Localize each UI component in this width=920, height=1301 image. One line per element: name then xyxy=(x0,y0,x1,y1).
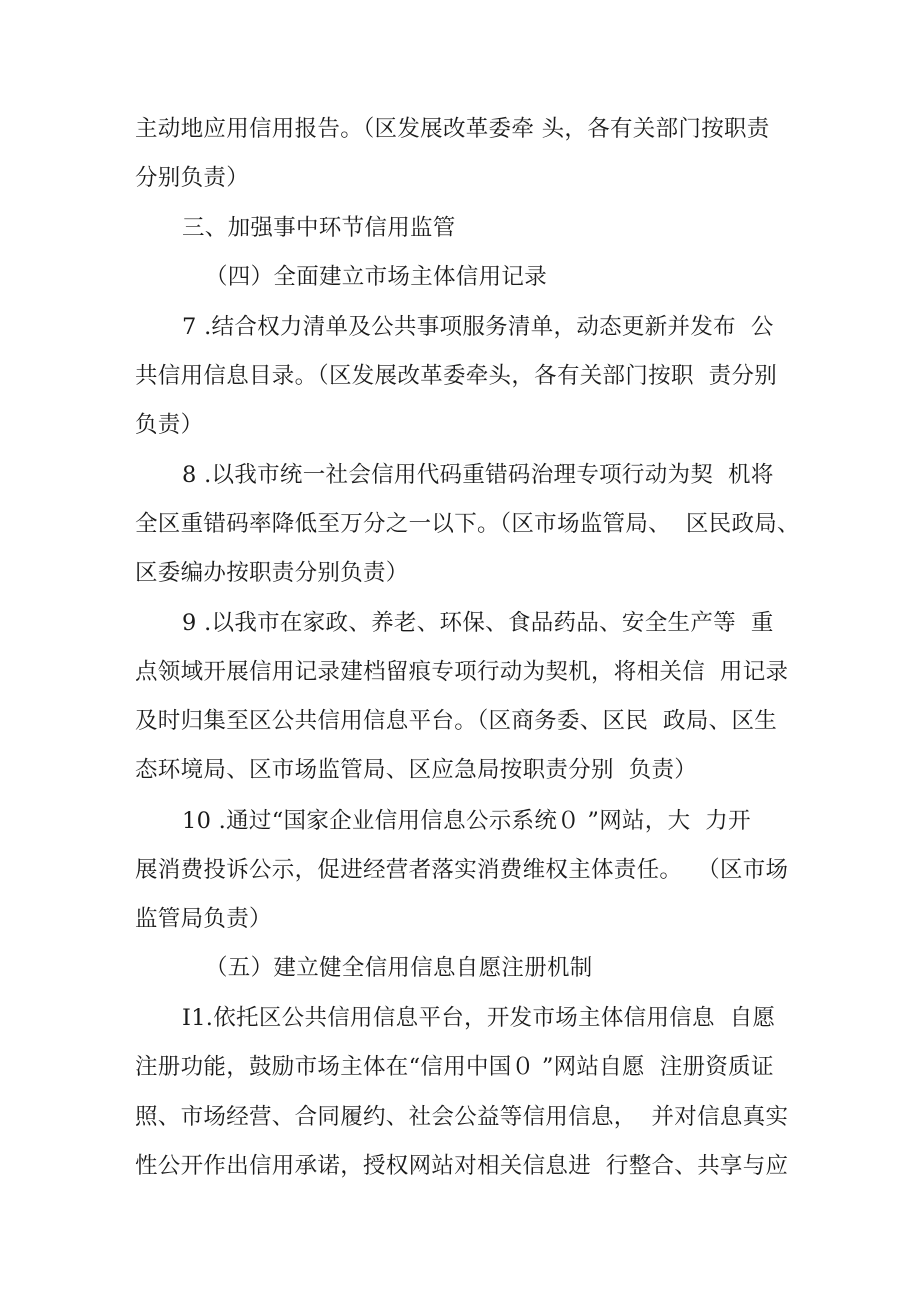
paragraph-line: 及时归集至区公共信用信息平台。（区商务委、区民 政局、区生 xyxy=(135,708,778,734)
paragraph-line: 共信用信息目录。（区发展改革委牵头，各有关部门按职 责分别 xyxy=(135,363,778,389)
paragraph-line: 展消费投诉公示，促进经营者落实消费维权主体责任。 （区市场 xyxy=(135,857,789,883)
paragraph-line: 性公开作出信用承诺，授权网站对相关信息进 行整合、共享与应 xyxy=(135,1153,789,1179)
paragraph-line: 区委编办按职责分别负责） xyxy=(135,560,409,586)
paragraph-line: 负责） xyxy=(135,412,204,438)
paragraph-line: 态环境局、区市场监管局、区应急局按职责分别 负责） xyxy=(135,757,698,783)
paragraph-line: 分别负责） xyxy=(135,165,250,191)
paragraph-line: 主动地应用信用报告。（区发展改革委牵 头，各有关部门按职责 xyxy=(135,116,770,142)
paragraph-line: 注册功能，鼓励市场主体在“信用中国０ ”网站自愿 注册资质证 xyxy=(135,1054,774,1080)
paragraph-line: 10 .通过“国家企业信用信息公示系统０ ”网站，大 力开 xyxy=(182,808,751,834)
paragraph-line: 监管局负责） xyxy=(135,906,272,932)
subsection-heading: （五）建立健全信用信息自愿注册机制 xyxy=(205,955,593,981)
section-heading: 三、加强事中环节信用监管 xyxy=(182,215,456,241)
paragraph-line: 9 .以我市在家政、养老、环保、食品药品、安全生产等 重 xyxy=(182,610,774,636)
paragraph-line: 点领域开展信用记录建档留痕专项行动为契机，将相关信 用记录 xyxy=(135,659,789,685)
paragraph-line: 8 .以我市统一社会信用代码重错码治理专项行动为契 机将 xyxy=(182,462,774,488)
subsection-heading: （四）全面建立市场主体信用记录 xyxy=(205,264,548,290)
paragraph-line: 全区重错码率降低至万分之一以下。（区市场监管局、 区民政局、 xyxy=(135,511,800,537)
paragraph-line: 7 .结合权力清单及公共事项服务清单，动态更新并发布 公 xyxy=(182,314,774,340)
paragraph-line: 照、市场经营、合同履约、社会公益等信用信息， 并对信息真实 xyxy=(135,1104,789,1130)
paragraph-line: I1.依托区公共信用信息平台，开发市场主体信用信息 自愿 xyxy=(182,1005,776,1031)
